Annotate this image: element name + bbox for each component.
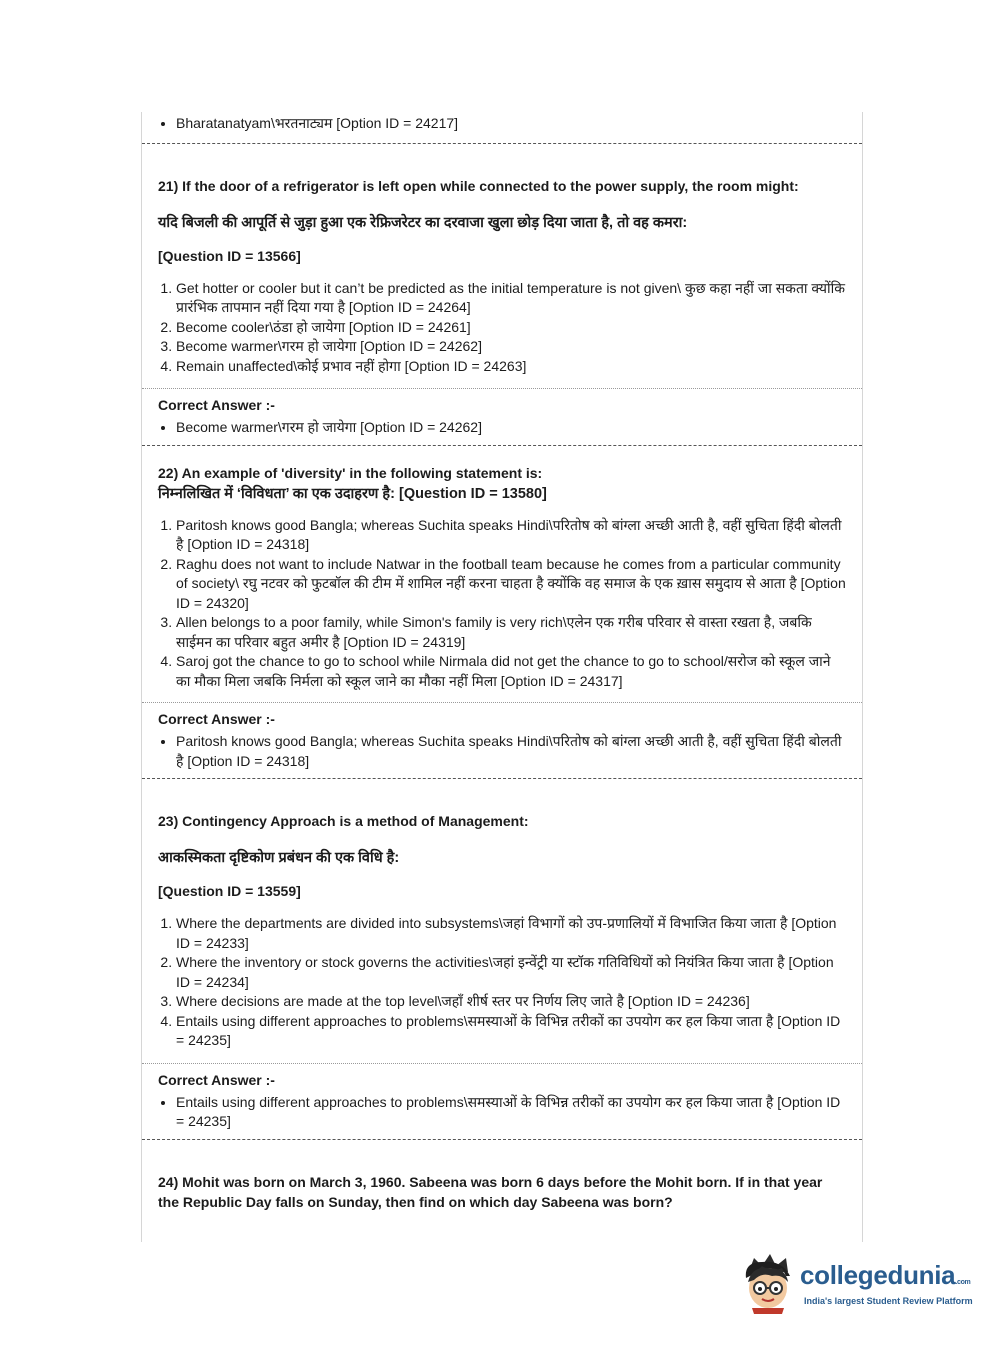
logo-tagline: India's largest Student Review Platform — [804, 1296, 973, 1306]
logo-wordmark — [800, 1260, 970, 1291]
question-title: 24) Mohit was born on March 3, 1960. Sabeena was born 6 days before the Mohit born. If in that year the Republic Day falls on Sunday, then find on which day Sabeena was born? — [158, 1173, 823, 1210]
previous-answer-block — [142, 112, 862, 144]
question-title: 22) An example of 'diversity' in the following statement is: — [158, 464, 543, 481]
question-22 — [142, 446, 862, 704]
option-item: 3. Allen belongs to a poor family, while Simon's family is very rich\एलेन एक गरीब परिवार से वास्ता रखता है, जबकि साईमन का परिवार बहुत अमीर है [Option ID = 24319] — [176, 613, 846, 652]
option-item: 2. Raghu does not want to include Natwar in the football team because he comes from a particular community of society\ रघु नटवर को फुटबॉल की टीम में शामिल नहीं करना चाहता है क्योंकि वह समाज के एक ख़ास समुदाय से आता है [Option ID = 24320] — [176, 555, 846, 614]
question-id: [Question ID = 13566] — [158, 247, 301, 264]
option-list — [158, 914, 846, 1051]
option-item: 1. Get hotter or cooler but it can’t be predicted as the initial temperature is not given\ कुछ कहा नहीं जा सकता क्योंकि प्रारंभिक तापमान नहीं दिया गया है [Option ID = 24264] — [176, 279, 846, 318]
option-item: 1. Paritosh knows good Bangla; whereas Suchita speaks Hindi\परितोष को बांग्ला अच्छी आती है, वहीं सुचिता हिंदी बोलती है [Option ID = 24318] — [176, 516, 846, 555]
correct-answer-23 — [142, 1064, 862, 1140]
question-hindi: निम्नलिखित में ‘विविधता’ का एक उदाहरण है: [Question ID = 13580] — [158, 485, 547, 502]
correct-answer-label: Correct Answer :- — [158, 711, 275, 727]
collegedunia-logo — [742, 1252, 973, 1314]
option-item: 3. Become warmer\गरम हो जायेगा [Option ID = 24262] — [176, 337, 846, 357]
option-item: 4. Entails using different approaches to problems\समस्याओं के विभिन्न तरीकों का उपयोग कर हल किया जाता है [Option ID = 24235] — [176, 1012, 846, 1051]
question-id: [Question ID = 13559] — [158, 883, 301, 899]
mascot-icon — [742, 1252, 798, 1314]
question-24 — [142, 1140, 862, 1212]
correct-answer-text: • Paritosh knows good Bangla; whereas Suchita speaks Hindi\परितोष को बांग्ला अच्छी आती है, वहीं सुचिता हिंदी बोलती है [Option ID = 24318] — [176, 732, 846, 771]
question-21 — [142, 144, 862, 390]
option-list — [158, 279, 846, 377]
correct-answer-22 — [142, 703, 862, 779]
previous-answer: • Bharatanatyam\भरतनाट्यम [Option ID = 24217] — [176, 114, 846, 134]
question-hindi: आकस्मिकता दृष्टिकोण प्रबंधन की एक विधि है: — [158, 850, 400, 866]
correct-answer-21 — [142, 389, 862, 446]
question-23 — [142, 779, 862, 1064]
option-item: 1. Where the departments are divided into subsystems\जहां विभागों को उप-प्रणालियों में विभाजित किया जाता है [Option ID = 24233] — [176, 914, 846, 953]
logo-suffix: .com — [955, 1279, 971, 1286]
correct-answer-text: • Entails using different approaches to problems\समस्याओं के विभिन्न तरीकों का उपयोग कर हल किया जाता है [Option ID = 24235] — [176, 1093, 846, 1132]
correct-answer-text: • Become warmer\गरम हो जायेगा [Option ID = 24262] — [176, 418, 846, 438]
question-title: 21) If the door of a refrigerator is left open while connected to the power supply, the room might: — [158, 177, 799, 194]
logo-name: collegedunia — [800, 1260, 956, 1290]
question-title: 23) Contingency Approach is a method of Management: — [158, 813, 529, 829]
question-hindi: यदि बिजली की आपूर्ति से जुड़ा हुआ एक रेफ्रिजरेटर का दरवाजा खुला छोड़ दिया जाता है, तो वह कमरा: — [158, 214, 688, 231]
correct-answer-label: Correct Answer :- — [158, 1071, 275, 1088]
option-item: 4. Saroj got the chance to go to school while Nirmala did not get the chance to go to school/सरोज को स्कूल जाने का मौका मिला जबकि निर्मला को स्कूल जाने का मौका नहीं मिला [Option ID = 24317] — [176, 652, 846, 691]
correct-answer-label: Correct Answer :- — [158, 397, 275, 413]
option-list — [158, 516, 846, 692]
question-sheet — [141, 112, 863, 1242]
option-item: 2. Where the inventory or stock governs the activities\जहां इन्वेंट्री या स्टॉक गतिविधियों को नियंत्रित किया जाता है [Option ID = 24234] — [176, 953, 846, 992]
option-item: 4. Remain unaffected\कोई प्रभाव नहीं होगा [Option ID = 24263] — [176, 357, 846, 377]
option-item: 2. Become cooler\ठंडा हो जायेगा [Option ID = 24261] — [176, 318, 846, 338]
option-item: 3. Where decisions are made at the top level\जहाँ शीर्ष स्तर पर निर्णय लिए जाते है [Option ID = 24236] — [176, 992, 846, 1012]
